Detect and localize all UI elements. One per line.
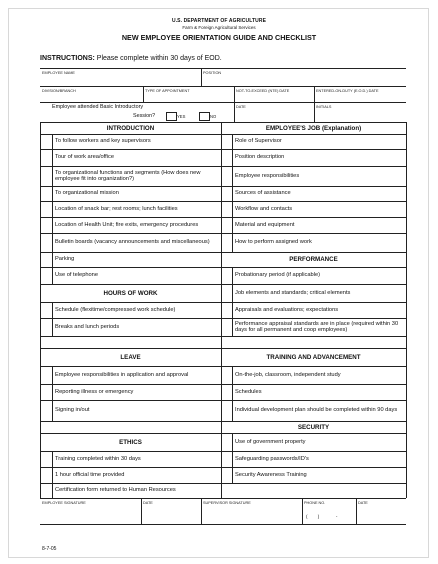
- appointment-type-field[interactable]: [145, 94, 232, 101]
- agency-subtitle: Farm & Foreign Agricultural Services: [182, 25, 256, 30]
- signature-date-field[interactable]: [143, 508, 199, 522]
- right-checklist-checkbox[interactable]: [222, 202, 231, 216]
- session-initials-field[interactable]: [316, 111, 404, 120]
- right-checklist-item: Workflow and contacts: [235, 205, 293, 212]
- left-checklist-item: To follow workers and key supervisors: [55, 138, 151, 144]
- row-rule: [221, 217, 406, 218]
- row-rule: [221, 134, 406, 135]
- right-checklist-checkbox[interactable]: [222, 434, 231, 450]
- row-rule: [40, 186, 221, 187]
- division-field[interactable]: [42, 94, 141, 101]
- nte-date-field[interactable]: [236, 94, 312, 101]
- row-rule: [221, 384, 406, 385]
- left-checklist-checkbox[interactable]: [41, 303, 51, 317]
- session-date-field[interactable]: [236, 111, 312, 120]
- left-section-heading: HOURS OF WORK: [103, 289, 158, 297]
- row-rule: [40, 267, 221, 268]
- table-right-border: [406, 122, 407, 498]
- left-checklist-checkbox[interactable]: [41, 234, 51, 251]
- rule: [40, 102, 406, 103]
- instructions: [40, 55, 222, 62]
- right-checklist-item: Safeguarding passwords/ID's: [235, 455, 309, 462]
- row-rule: [221, 498, 406, 499]
- instructions-label: INSTRUCTIONS:: [40, 55, 95, 62]
- row-rule: [221, 302, 406, 303]
- right-check-column: [232, 134, 233, 498]
- rule: [40, 524, 406, 525]
- right-checklist-item: Role of Supervisor: [235, 138, 282, 144]
- right-checklist-item: Performance appraisal standards are in place (required within 30 days for all permanent and coop employees): [235, 320, 399, 334]
- left-checklist-checkbox[interactable]: [41, 150, 51, 165]
- eod-date-field[interactable]: [316, 94, 404, 101]
- divider: [234, 86, 235, 102]
- right-section-heading: EMPLOYEE'S JOB (Explanation): [265, 124, 362, 132]
- left-checklist-checkbox[interactable]: [41, 385, 51, 399]
- right-checklist-checkbox[interactable]: [222, 303, 231, 317]
- left-checklist-item: Bulletin boards (vacancy announcements and miscellaneous): [55, 239, 210, 245]
- left-checklist-checkbox[interactable]: [41, 202, 51, 216]
- right-section-heading: PERFORMANCE: [289, 256, 338, 263]
- left-checklist-item: Employee responsibilities in application and approval: [55, 371, 189, 378]
- left-section-heading: LEAVE: [120, 353, 141, 361]
- left-checklist-checkbox[interactable]: [41, 367, 51, 383]
- row-rule: [221, 400, 406, 401]
- no-label: NO: [210, 114, 217, 119]
- row-rule: [221, 201, 406, 202]
- signature-date-label: DATE: [143, 501, 153, 505]
- row-rule: [221, 451, 406, 452]
- right-checklist-item: On-the-job, classroom, independent study: [235, 371, 341, 378]
- yes-checkbox[interactable]: [166, 112, 177, 121]
- divider: [302, 498, 303, 524]
- row-rule: [40, 366, 221, 367]
- document-title: NEW EMPLOYEE ORIENTATION GUIDE AND CHECKLIST: [121, 33, 317, 42]
- left-checklist-item: Signing in/out: [55, 407, 90, 413]
- row-rule: [40, 233, 221, 234]
- row-rule: [40, 467, 221, 468]
- left-checklist-checkbox[interactable]: [41, 484, 51, 497]
- nte-date-label: NOT-TO-EXCEED (NTE) DATE: [236, 89, 290, 93]
- left-checklist-checkbox[interactable]: [41, 167, 51, 185]
- row-rule: [221, 467, 406, 468]
- yes-label: YES: [177, 114, 186, 119]
- left-checklist-checkbox[interactable]: [41, 218, 51, 232]
- right-checklist-item: Security Awareness Training: [235, 471, 307, 478]
- right-checklist-item: Use of government property: [235, 438, 306, 445]
- row-rule: [40, 134, 221, 135]
- employee-name-label: EMPLOYEE NAME: [42, 71, 75, 75]
- left-checklist-checkbox[interactable]: [41, 268, 51, 283]
- left-section-heading: ETHICS: [119, 438, 142, 446]
- right-checklist-checkbox[interactable]: [222, 401, 231, 420]
- left-checklist-checkbox[interactable]: [41, 135, 51, 148]
- right-checklist-item: Appraisals and evaluations; expectations: [235, 306, 339, 313]
- left-checklist-item: Training completed within 30 days: [55, 455, 141, 462]
- divider: [234, 102, 235, 122]
- row-rule: [40, 384, 221, 385]
- divider: [314, 86, 315, 102]
- left-checklist-item: Use of telephone: [55, 272, 99, 278]
- supervisor-date-field[interactable]: [358, 508, 404, 522]
- row-rule: [221, 433, 406, 434]
- employee-signature-field[interactable]: [42, 508, 139, 522]
- supervisor-date-label: DATE: [358, 501, 368, 505]
- right-checklist-checkbox[interactable]: [222, 452, 231, 466]
- rule-top: [40, 68, 406, 69]
- row-rule: [40, 400, 221, 401]
- row-rule: [221, 186, 406, 187]
- left-checklist-checkbox[interactable]: [41, 401, 51, 420]
- row-rule: [221, 284, 406, 285]
- divider: [201, 498, 202, 524]
- phone-label: PHONE NO.: [304, 501, 326, 505]
- left-checklist-item: Certification form returned to Human Resources: [55, 487, 176, 493]
- right-checklist-checkbox[interactable]: [222, 135, 231, 148]
- employee-name-field[interactable]: [42, 78, 198, 85]
- left-checklist-item: Parking: [55, 256, 75, 262]
- row-rule: [40, 166, 221, 167]
- right-checklist-item: Position description: [235, 154, 285, 160]
- left-checklist-item: 1 hour official time provided: [55, 471, 125, 478]
- right-checklist-checkbox[interactable]: [222, 268, 231, 283]
- basic-session-question: Employee attended Basic Introductory: [52, 104, 144, 110]
- left-checklist-item: Reporting illness or emergency: [55, 388, 134, 395]
- row-rule: [40, 451, 221, 452]
- left-checklist-checkbox[interactable]: [41, 253, 51, 266]
- position-field[interactable]: [204, 78, 404, 85]
- row-rule: [40, 318, 221, 319]
- right-checklist-item: Probationary period (if applicable): [235, 272, 321, 278]
- right-checklist-checkbox[interactable]: [222, 234, 231, 251]
- spacer-cell: [41, 337, 220, 348]
- left-checklist-item: To organizational functions and segments (How does new employee fit into organization?): [55, 169, 201, 183]
- divider: [201, 68, 202, 86]
- row-rule: [221, 166, 406, 167]
- row-rule: [40, 201, 221, 202]
- row-rule: [40, 498, 221, 499]
- rule: [40, 86, 406, 87]
- spacer-cell: [222, 484, 405, 498]
- divider: [143, 86, 144, 102]
- right-checklist-checkbox[interactable]: [222, 385, 231, 399]
- right-section-heading: SECURITY: [297, 423, 330, 431]
- spacer-cell: [222, 337, 405, 348]
- left-checklist-checkbox[interactable]: [41, 319, 51, 335]
- division-label: DIVISION/BRANCH: [42, 89, 76, 93]
- row-rule: [221, 149, 406, 150]
- right-checklist-checkbox[interactable]: [222, 285, 231, 301]
- initials-label: INITIALS: [316, 105, 332, 109]
- row-rule: [40, 217, 221, 218]
- form-revision-date: 8-7-05: [42, 546, 57, 552]
- employee-signature-label: EMPLOYEE SIGNATURE: [42, 501, 86, 505]
- left-checklist-item: Location of Health Unit; fire exits, emergency procedures: [55, 221, 199, 228]
- right-checklist-item: How to perform assigned work: [235, 239, 312, 245]
- left-checklist-checkbox[interactable]: [41, 187, 51, 200]
- appointment-type-label: TYPE OF APPOINTMENT: [145, 89, 190, 93]
- row-rule: [40, 302, 221, 303]
- left-checklist-item: To organizational mission: [55, 190, 119, 196]
- right-section-heading: TRAINING AND ADVANCEMENT: [266, 353, 361, 361]
- right-checklist-checkbox[interactable]: [222, 319, 231, 335]
- right-checklist-checkbox[interactable]: [222, 468, 231, 482]
- row-rule: [221, 318, 406, 319]
- left-checklist-checkbox[interactable]: [41, 468, 51, 482]
- right-checklist-item: Job elements and standards; critical elements: [235, 289, 351, 296]
- left-checklist-item: Schedule (flexitime/compressed work schedule): [55, 306, 176, 313]
- no-checkbox[interactable]: [199, 112, 210, 121]
- left-checklist-item: Breaks and lunch periods: [55, 323, 120, 330]
- right-checklist-item: Individual development plan should be completed within 90 days: [235, 407, 398, 413]
- row-rule: [40, 252, 221, 253]
- row-rule: [221, 366, 406, 367]
- right-checklist-checkbox[interactable]: [222, 367, 231, 383]
- left-checklist-checkbox[interactable]: [41, 452, 51, 466]
- basic-session-label: Session?: [133, 113, 156, 119]
- right-checklist-checkbox[interactable]: [222, 150, 231, 165]
- divider: [141, 498, 142, 524]
- date-label: DATE: [236, 105, 246, 109]
- position-label: POSITION: [203, 71, 222, 75]
- right-checklist-item: Sources of assistance: [235, 190, 291, 196]
- supervisor-signature-field[interactable]: [203, 508, 300, 522]
- left-checklist-item: Tour of work area/office: [55, 154, 115, 160]
- right-checklist-item: Employee responsibilities: [235, 172, 300, 179]
- supervisor-signature-label: SUPERVISOR SIGNATURE: [203, 501, 251, 505]
- spacer-cell: [41, 422, 220, 433]
- divider: [356, 498, 357, 524]
- divider: [314, 102, 315, 122]
- right-checklist-item: Material and equipment: [235, 221, 295, 228]
- left-section-heading: INTRODUCTION: [106, 124, 155, 132]
- right-checklist-item: Schedules: [235, 388, 262, 395]
- instructions-text: Please complete within 30 days of EOD.: [96, 55, 222, 62]
- left-checklist-item: Location of snack bar; rest rooms; lunch facilities: [55, 205, 178, 212]
- row-rule: [221, 267, 406, 268]
- eod-date-label: ENTERED-ON-DUTY (E.O.D.) DATE: [316, 89, 379, 93]
- row-rule: [40, 483, 221, 484]
- right-checklist-checkbox[interactable]: [222, 218, 231, 232]
- right-checklist-checkbox[interactable]: [222, 187, 231, 200]
- row-rule: [221, 233, 406, 234]
- right-checklist-checkbox[interactable]: [222, 167, 231, 185]
- row-rule: [40, 149, 221, 150]
- phone-format: ( ) -: [306, 514, 338, 519]
- agency-name: U.S. DEPARTMENT OF AGRICULTURE: [171, 18, 266, 24]
